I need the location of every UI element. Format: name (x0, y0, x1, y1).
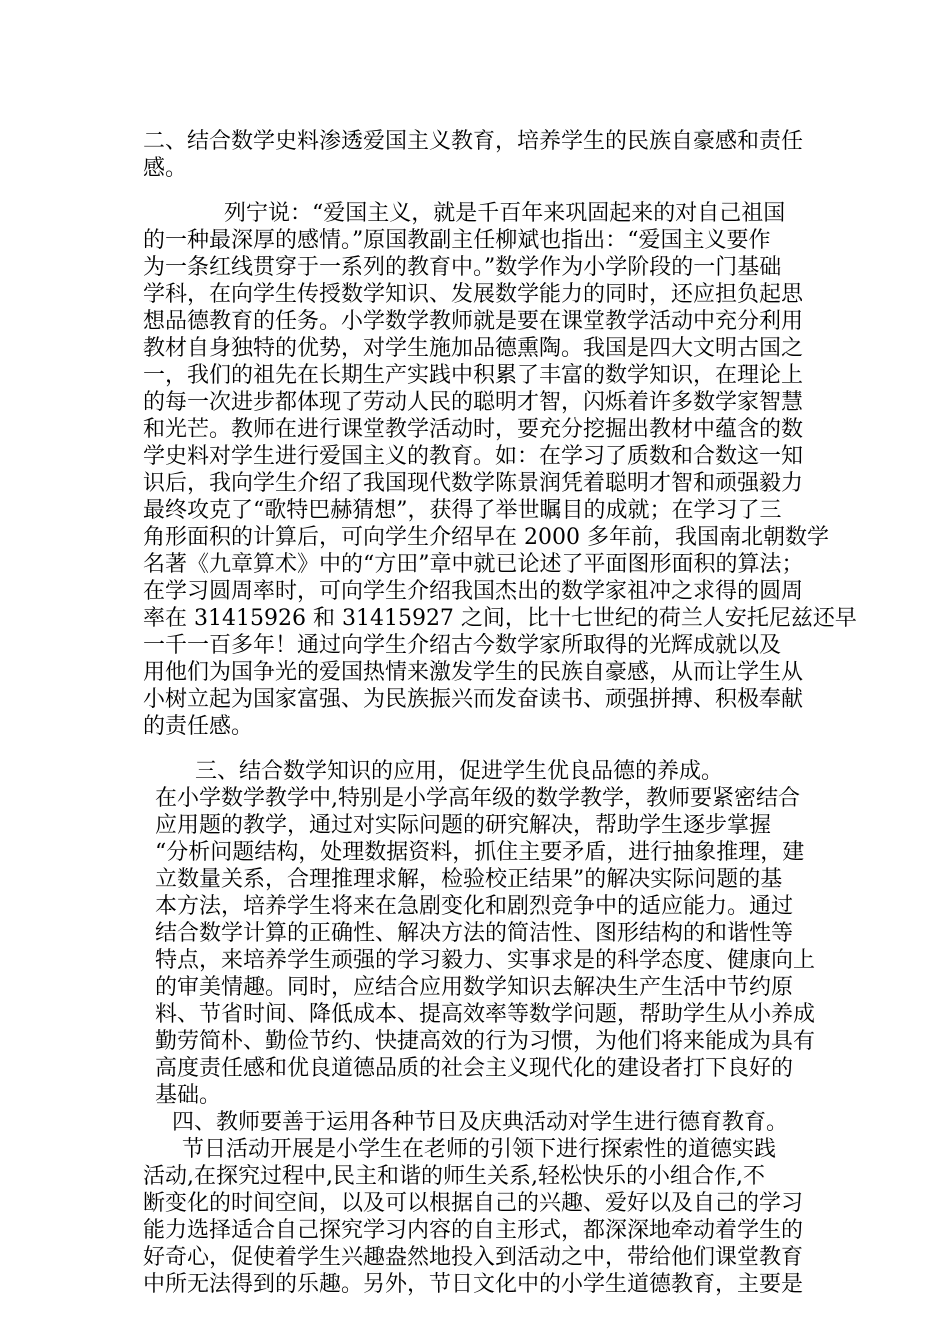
paragraph-line: 勤劳简朴、勤俭节约、快捷高效的行为习惯，为他们将来能成为具有 (155, 1029, 816, 1054)
paragraph-line: 想品德教育的任务。小学数学教师就是要在课堂教学活动中充分利用 (143, 309, 804, 334)
paragraph-line: 的审美情趣。同时，应结合应用数学知识去解决生产生活中节约原 (155, 975, 794, 1000)
paragraph-line: 节日活动开展是小学生在老师的引领下进行探索性的道德实践 (182, 1137, 777, 1162)
paragraph-line: 本方法，培养学生将来在急剧变化和剧烈竞争中的适应能力。通过 (155, 894, 794, 919)
paragraph-line: 应用题的教学，通过对实际问题的研究解决，帮助学生逐步掌握 (155, 813, 772, 838)
paragraph-line: 在小学数学教学中,特别是小学高年级的数学教学，教师要紧密结合 (155, 786, 800, 811)
paragraph-line: 料、节省时间、降低成本、提高效率等数学问题，帮助学生从小养成 (155, 1002, 816, 1027)
paragraph-line: 好奇心，促使着学生兴趣盎然地投入到活动之中，带给他们课堂教育 (143, 1245, 804, 1270)
paragraph-line: 一千一百多年！通过向学生介绍古今数学家所取得的光辉成就以及 (143, 633, 782, 658)
paragraph-line: 断变化的时间空间，以及可以根据自己的兴趣、爱好以及自己的学习 (143, 1191, 804, 1216)
section-heading: 三、结合数学知识的应用，促进学生优良品德的养成。 (195, 759, 724, 784)
paragraph-line: 名著《九章算术》中的“方田”章中就已论述了平面图形面积的算法； (143, 552, 804, 577)
paragraph-line: 和光芒。教师在进行课堂教学活动时，要充分挖掘出教材中蕴含的数 (143, 417, 804, 442)
paragraph-line: 最终攻克了“歌特巴赫猜想”，获得了举世瞩目的成就；在学习了三 (143, 498, 782, 523)
paragraph-line: 用他们为国争光的爱国热情来激发学生的民族自豪感，从而让学生从 (143, 660, 804, 685)
paragraph-line: 一，我们的祖先在长期生产实践中积累了丰富的数学知识，在理论上 (143, 363, 804, 388)
paragraph-line: 高度责任感和优良道德品质的社会主义现代化的建设者打下良好的 (155, 1056, 794, 1081)
paragraph-line: 的责任感。 (143, 714, 254, 739)
section-heading: 二、结合数学史料渗透爱国主义教育，培养学生的民族自豪感和责任 (143, 129, 804, 154)
paragraph-line: 活动,在探究过程中,民主和谐的师生关系,轻松快乐的小组合作,不 (143, 1164, 765, 1189)
paragraph-line: 教材自身独特的优势，对学生施加品德熏陶。我国是四大文明古国之 (143, 336, 804, 361)
paragraph-line: 中所无法得到的乐趣。另外，节日文化中的小学生道德教育，主要是 (143, 1272, 804, 1297)
paragraph-line: 为一条红线贯穿于一系列的教育中。”数学作为小学阶段的一门基础 (143, 255, 782, 280)
paragraph-line: 能力选择适合自己探究学习内容的自主形式，都深深地牵动着学生的 (143, 1218, 804, 1243)
section-heading: 感。 (143, 156, 188, 181)
paragraph-line: 识后，我向学生介绍了我国现代数学陈景润凭着聪明才智和顽强毅力 (143, 471, 804, 496)
paragraph-line: 列宁说：“爱国主义，就是千百年来巩固起来的对自己祖国 (224, 201, 786, 226)
section-heading: 四、教师要善于运用各种节日及庆典活动对学生进行德育教育。 (172, 1110, 789, 1135)
paragraph-line: 角形面积的计算后，可向学生介绍早在 2000 多年前，我国南北朝数学 (143, 525, 829, 550)
paragraph-line: 在学习圆周率时，可向学生介绍我国杰出的数学家祖冲之求得的圆周 (143, 579, 804, 604)
paragraph-line: 的每一次进步都体现了劳动人民的聪明才智，闪烁着许多数学家智慧 (143, 390, 804, 415)
paragraph-line: 学科，在向学生传授数学知识、发展数学能力的同时，还应担负起思 (143, 282, 804, 307)
paragraph-line: 率在 31415926 和 31415927 之间，比十七世纪的荷兰人安托尼兹还早 (143, 606, 857, 631)
paragraph-line: 基础。 (155, 1083, 222, 1108)
paragraph-line: 结合数学计算的正确性、解决方法的简洁性、图形结构的和谐性等 (155, 921, 794, 946)
paragraph-line: 特点，来培养学生顽强的学习毅力、实事求是的科学态度、健康向上 (155, 948, 816, 973)
paragraph-line: “分析问题结构，处理数据资料，抓住主要矛盾，进行抽象推理，建 (155, 840, 805, 865)
paragraph-line: 学史料对学生进行爱国主义的教育。如：在学习了质数和合数这一知 (143, 444, 804, 469)
paragraph-line: 小树立起为国家富强、为民族振兴而发奋读书、顽强拼搏、积极奉献 (143, 687, 804, 712)
paragraph-line: 的一种最深厚的感情。”原国教副主任柳斌也指出：“爱国主义要作 (143, 228, 771, 253)
paragraph-line: 立数量关系，合理推理求解，检验校正结果”的解决实际问题的基 (155, 867, 783, 892)
